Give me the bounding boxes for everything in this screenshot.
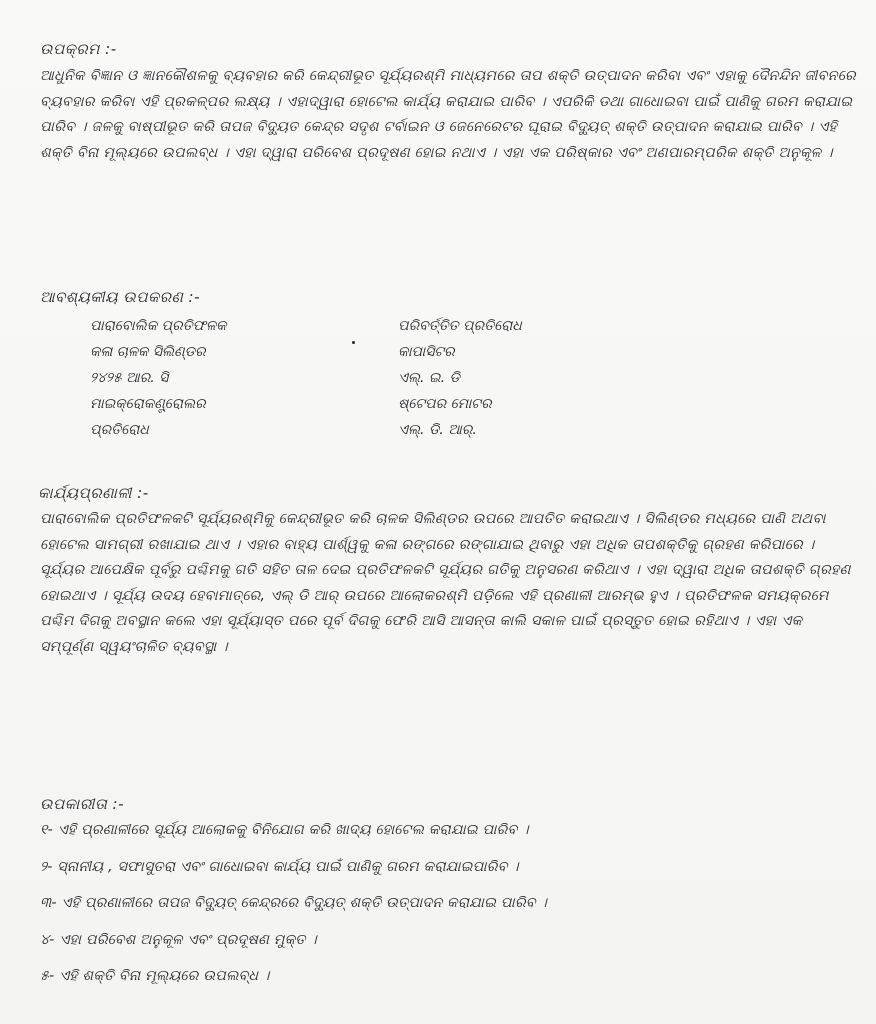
material-item: ଷ୍ଟେପର ମୋଟର — [398, 396, 492, 412]
intro-paragraph: ଆଧୁନିକ ବିଜ୍ଞାନ ଓ ଜ୍ଞାନକୌଶଳକୁ ବ୍ୟବହାର କରି କେନ୍ଦ୍ରୀଭୂତ ସୂର୍ଯ୍ୟରଶ୍ମି ମାଧ୍ୟମରେ ତାପ ଶକ୍ତି ଉତ୍ପାଦନ କରିବା ଏବଂ ଏହାକୁ ଦୈନନ୍ଦିନ ଜୀବନରେ ବ୍ୟବହାର କରିବା ଏହି ପ୍ରକଳ୍ପର ଲକ୍ଷ୍ୟ । ଏହାଦ୍ୱାରା ହୋଟେଲ କାର୍ଯ୍ୟ କରାଯାଇ ପାରିବ । ଏପରିକି ଡଥା ଗାଧୋଇବା ପାଇଁ ପାଣିକୁ ଗରମ କରାଯାଇ ପାରିବ । ଜଳକୁ ବାଷ୍ପୀଭୂତ କରି ତାପଜ ବିଦ୍ୟୁତ କେନ୍ଦ୍ର ସଦୃଶ ଟର୍ବାଇନ ଓ ଜେନେରେଟର ଘୂରାଇ ବିଦ୍ୟୁତ୍ ଶକ୍ତି ଉତ୍ପାଦନ କରାଯାଇ ପାରିବ । ଏହି ଶକ୍ତି ବିନା ମୂଲ୍ୟରେ ଉପଲବ୍ଧ । ଏହା ଦ୍ୱାରା ପରିବେଶ ପ୍ରଦୂଷଣ ହୋଇ ନଥାଏ । ଏହା ଏକ ପରିଷ୍କାର ଏବଂ ଅଣପାରମ୍ପରିକ ଶକ୍ତି ଅନୁକୂଳ । — [40, 68, 856, 161]
material-item: କଳା ଚାଳକ ସିଲିଣ୍ଡର — [90, 344, 206, 360]
benefit-item: ୧- ଏହି ପ୍ରଣାଳୀରେ ସୂର୍ଯ୍ୟ ଆଲୋକକୁ ବିନିଯୋଗ କରି ଖାଦ୍ୟ ହୋଟେଲ କରାଯାଇ ପାରିବ । — [40, 822, 529, 838]
material-item: ଏଲ୍. ଇ. ଡି — [398, 370, 460, 386]
method-paragraph: ପାରାବୋଲିକ ପ୍ରତିଫଳକଟି ସୂର୍ଯ୍ୟରଶ୍ମିକୁ କେନ୍ଦ୍ରୀଭୂତ କରି ଚାଳକ ସିଲିଣ୍ଡର ଉପରେ ଆପତିତ କରାଇଥାଏ । ସିଲିଣ୍ଡର ମଧ୍ୟରେ ପାଣି ଅଥବା ହୋଟେଲ ସାମଗ୍ରୀ ରଖାଯାଇ ଥାଏ । ଏହାର ବାହ୍ୟ ପାର୍ଶ୍ୱକୁ କଳା ରଙ୍ଗରେ ରଙ୍ଗାଯାଇ ଥିବାରୁ ଏହା ଅଧିକ ତାପଶକ୍ତିକୁ ଗ୍ରହଣ କରିପାରେ । ସୂର୍ଯ୍ୟର ଆପେକ୍ଷିକ ପୂର୍ବରୁ ପଶ୍ଚିମକୁ ଗତି ସହିତ ତାଳ ଦେଇ ପ୍ରତିଫଳକଟି ସୂର୍ଯ୍ୟର ଗତିକୁ ଅନୁସରଣ କରିଥାଏ । ଏହା ଦ୍ୱାରା ଅଧିକ ତାପଶକ୍ତି ଗ୍ରହଣ ହୋଇଥାଏ । ସୂର୍ଯ୍ୟ ଉଦୟ ହେବାମାତ୍ରେ, ଏଲ୍ ଡି ଆର୍ ଉପରେ ଆଲୋକରଶ୍ମି ପଡ଼ିଲେ ଏହି ପ୍ରଣାଳୀ ଆରମ୍ଭ ହୁଏ । ପ୍ରତିଫଳକ ସମୟକ୍ରମେ ପଶ୍ଚିମ ଦିଗକୁ ଅବସ୍ଥାନ କଲେ ଏହା ସୂର୍ଯ୍ୟାସ୍ତ ପରେ ପୂର୍ବ ଦିଗକୁ ଫେରି ଆସି ଆସନ୍ତା କାଲି ସକାଳ ପାଇଁ ପ୍ରସ୍ତୁତ ହୋଇ ରହିଥାଏ । ଏହା ଏକ ସମ୍ପୂର୍ଣ୍ଣ ସ୍ୱୟଂଚାଳିତ ବ୍ୟବସ୍ଥା । — [40, 511, 851, 655]
material-item: ଏଲ୍. ଡି. ଆର୍. — [398, 422, 477, 438]
material-item: କାପାସିଟର — [398, 344, 455, 360]
material-item: ପରିବର୍ତ୍ତିତ ପ୍ରତିରୋଧ — [398, 318, 522, 334]
method-heading: କାର୍ଯ୍ୟପ୍ରଣାଳୀ :- — [38, 484, 149, 502]
material-item: ପାରାବୋଲିକ ପ୍ରତିଫଳକ — [90, 318, 227, 334]
benefits-heading: ଉପକାରୀତା :- — [40, 795, 125, 813]
benefits-list — [40, 822, 870, 1005]
intro-heading: ଉପକ୍ରମ :- — [40, 40, 117, 58]
benefit-item: ୩- ଏହି ପ୍ରଣାଳୀରେ ତାପଜ ବିଦ୍ୟୁତ୍ କେନ୍ଦ୍ରରେ ବିଦ୍ୟୁତ୍ ଶକ୍ତି ଉତ୍ପାଦନ କରାଯାଇ ପାରିବ । — [40, 895, 547, 911]
material-item: ୨୪୨୫ ଆର. ସି — [90, 370, 169, 386]
material-item: ମାଇକ୍ରୋକଣ୍ଟ୍ରୋଲର — [90, 396, 206, 412]
materials-heading: ଆବଶ୍ୟକୀୟ ଉପକରଣ :- — [40, 288, 201, 306]
materials-list — [90, 318, 610, 441]
benefit-item: ୨- ସ୍ନାନୀୟ , ସଫାସୁତରା ଏବଂ ଗାଧୋଇବା କାର୍ଯ୍ୟ ପାଇଁ ପାଣିକୁ ଗରମ କରାଯାଇପାରିବ । — [40, 858, 519, 875]
benefit-item: ୫- ଏହି ଶକ୍ତି ବିନା ମୂଲ୍ୟରେ ଉପଲବ୍ଧ । — [40, 968, 270, 984]
material-item: ପ୍ରତିରୋଧ — [90, 422, 149, 438]
benefit-item: ୪- ଏହା ପରିବେଶ ଅନୁକୂଳ ଏବଂ ପ୍ରଦୂଷଣ ମୁକ୍ତ । — [40, 931, 317, 948]
